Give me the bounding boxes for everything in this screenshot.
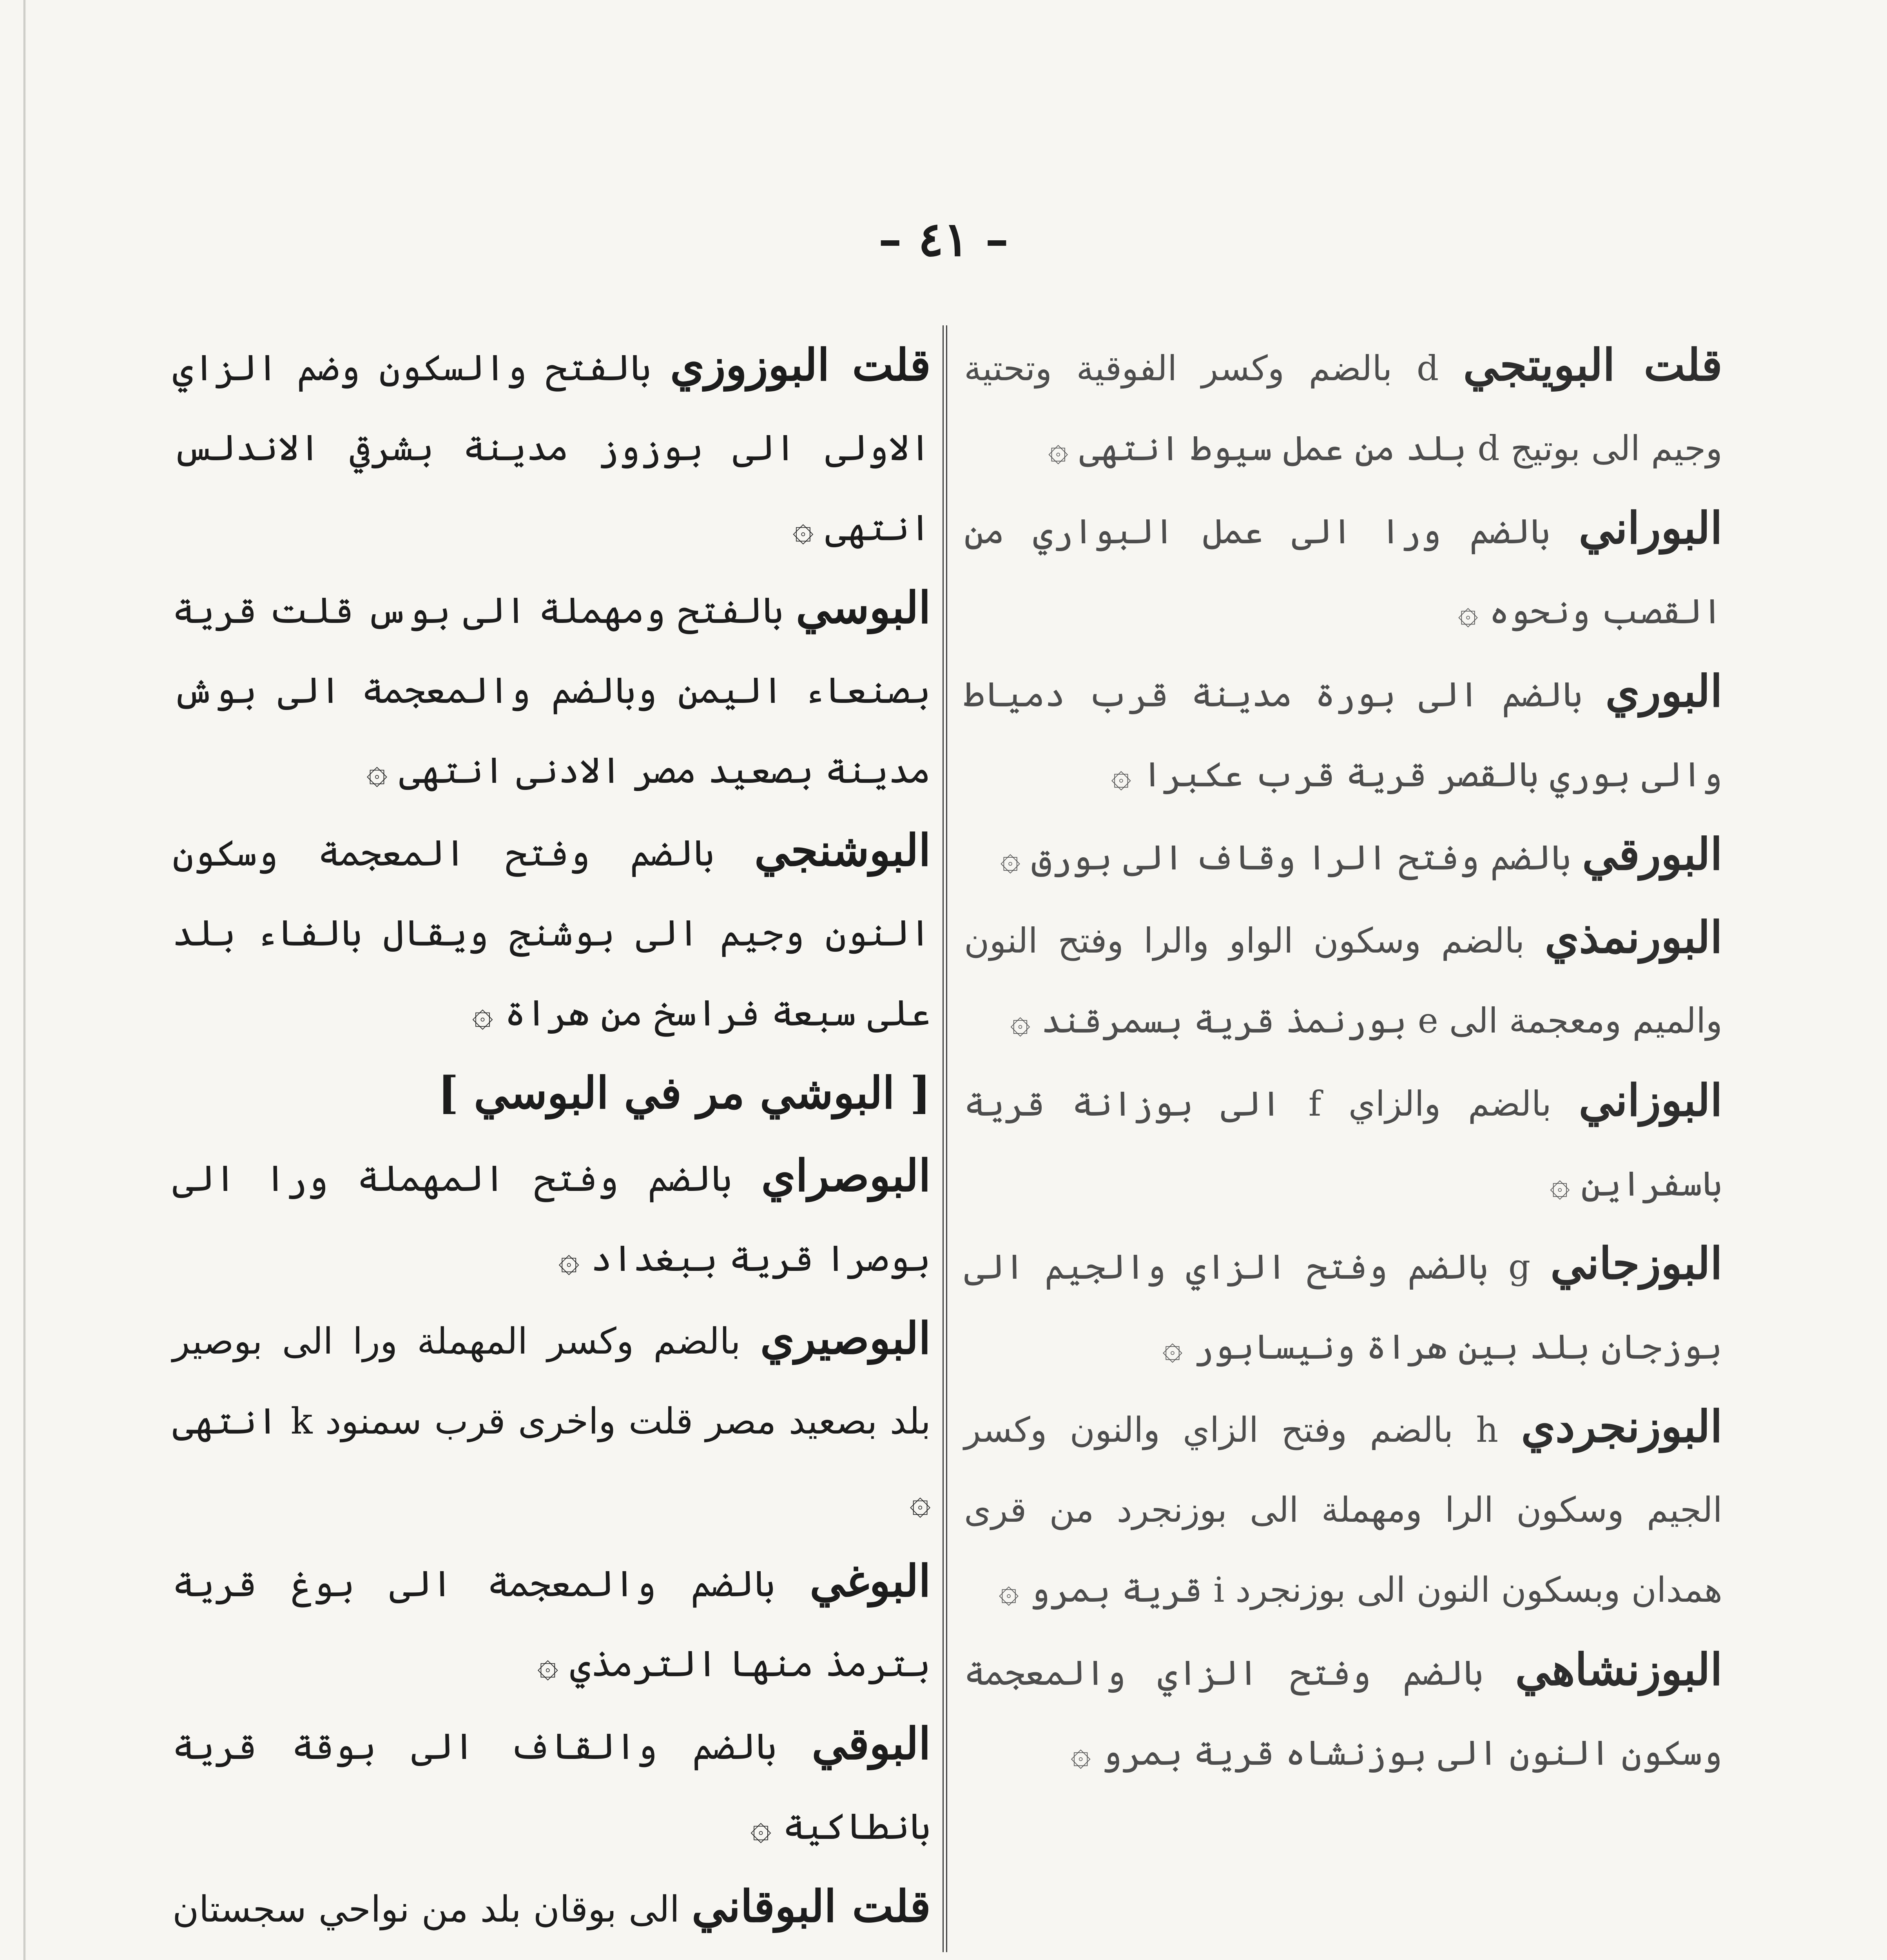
entry [172,1299,931,1541]
entry [172,568,931,811]
entry-headword: قلت البوزوزي [670,339,931,391]
left-column [172,325,931,1952]
entry [172,1053,931,1136]
entry-text: g بالضم وفتح الزاي والجيم الى بوزجان بلد بين هراة ونيسابور ۞ [964,1247,1722,1367]
entry-headword: البوري [1605,666,1722,717]
entry [964,1630,1722,1793]
entry-text: الى بوقان بلد من نواحي سجستان [172,1888,680,1930]
entry-headword: [ البوشي مر في البوسي ] [438,1067,931,1119]
entry-text: بالضم والقاف الى بوقة قرية بانطاكية ۞ [172,1726,931,1847]
entry-headword: البوزنشاهي [1515,1644,1722,1695]
entry-text: بالضم وكسر المهملة ورا الى بوصير بلد بصعيد مصر قلت واخرى قرب سمنود k انتهى ۞ [172,1320,931,1522]
page-number: – ٤١ – [878,212,1009,267]
entry-headword: البوشنجي [754,825,931,876]
entry-text: بالضم وفتح الزاي والمعجمة وسكون النون الى بوزنشاه قرية بمرو ۞ [964,1653,1722,1773]
entry-headword: البوصراي [761,1150,931,1201]
entry-headword: البوقي [812,1718,931,1769]
right-column [964,325,1722,1952]
entry [964,898,1722,1061]
entry-text: بالفتح ومهملة الى بوس قلت قرية بصنعاء اليمن وبالضم والمعجمة الى بوش مدينة بصعيد مصر الادنى انتهى ۞ [172,590,931,791]
entry [172,1704,931,1867]
entry [964,325,1722,488]
entry-headword: قلت البويتجي [1463,339,1722,391]
entry-text: بالضم وفتح المهملة ورا الى بوصرا قرية ببغداد ۞ [172,1158,931,1279]
entry [172,1867,931,1960]
entry-headword: البوصيري [760,1313,931,1364]
entry-headword: البوزجاني [1550,1238,1722,1289]
entry-headword: البورقي [1582,829,1722,880]
entry-text: بالضم وفتح الرا وقاف الى بورق ۞ [1000,837,1572,878]
entry [172,325,931,568]
entry-text: بالفتح والسكون وضم الزاي الاولى الى بوزوز مدينة بشرقي الاندلس انتهى ۞ [172,347,931,549]
entry-headword: البورنمذي [1544,912,1722,963]
entry-headword: البوسي [796,582,931,633]
entry-text: بالضم الى بورة مدينة قرب دمياط والى بوري بالقصر قرية قرب عكبرا ۞ [964,674,1722,795]
entry-headword: البوغي [810,1555,931,1607]
entry-text: بالضم والمعجمة الى بوغ قرية بترمذ منها الترمذي ۞ [172,1563,931,1685]
entry-text: بالضم وسكون الواو والرا وفتح النون والميم ومعجمة الى e بورنمذ قرية بسمرقند ۞ [964,920,1722,1041]
entry-text: بالضم والزاي f الى بوزانة قرية باسفراين ۞ [964,1083,1722,1204]
entry [964,1224,1722,1387]
entry-text: h بالضم وفتح الزاي والنون وكسر الجيم وسكون الرا ومهملة الى بوزنجرد من قرى همدان وبسكون النون الى بوزنجرد i قرية بمرو ۞ [964,1410,1722,1610]
entry [964,1387,1722,1630]
entry [964,815,1722,898]
entry-headword: البوزاني [1579,1075,1722,1126]
entry-headword: البوزنجردي [1521,1401,1722,1452]
column-divider [943,325,947,1952]
page-edge [24,0,26,1960]
entry-headword: البوراني [1579,503,1722,554]
entry-text: بالضم ورا الى عمل البواري من القصب ونحوه ۞ [964,511,1722,632]
entry [172,1541,931,1704]
entry-headword: قلت البوقاني [691,1881,931,1932]
entry [964,652,1722,815]
entry [964,488,1722,652]
entry-text: d بالضم وكسر الفوقية وتحتية وجيم الى بوتيج d بلد من عمل سيوط انتهى ۞ [964,348,1722,468]
entry [964,1061,1722,1224]
entry-text: بالضم وفتح المعجمة وسكون النون وجيم الى بوشنج ويقال بالفاء بلد على سبعة فراسخ من هراة ۞ [172,832,931,1034]
entry [172,811,931,1053]
entry [172,1136,931,1299]
